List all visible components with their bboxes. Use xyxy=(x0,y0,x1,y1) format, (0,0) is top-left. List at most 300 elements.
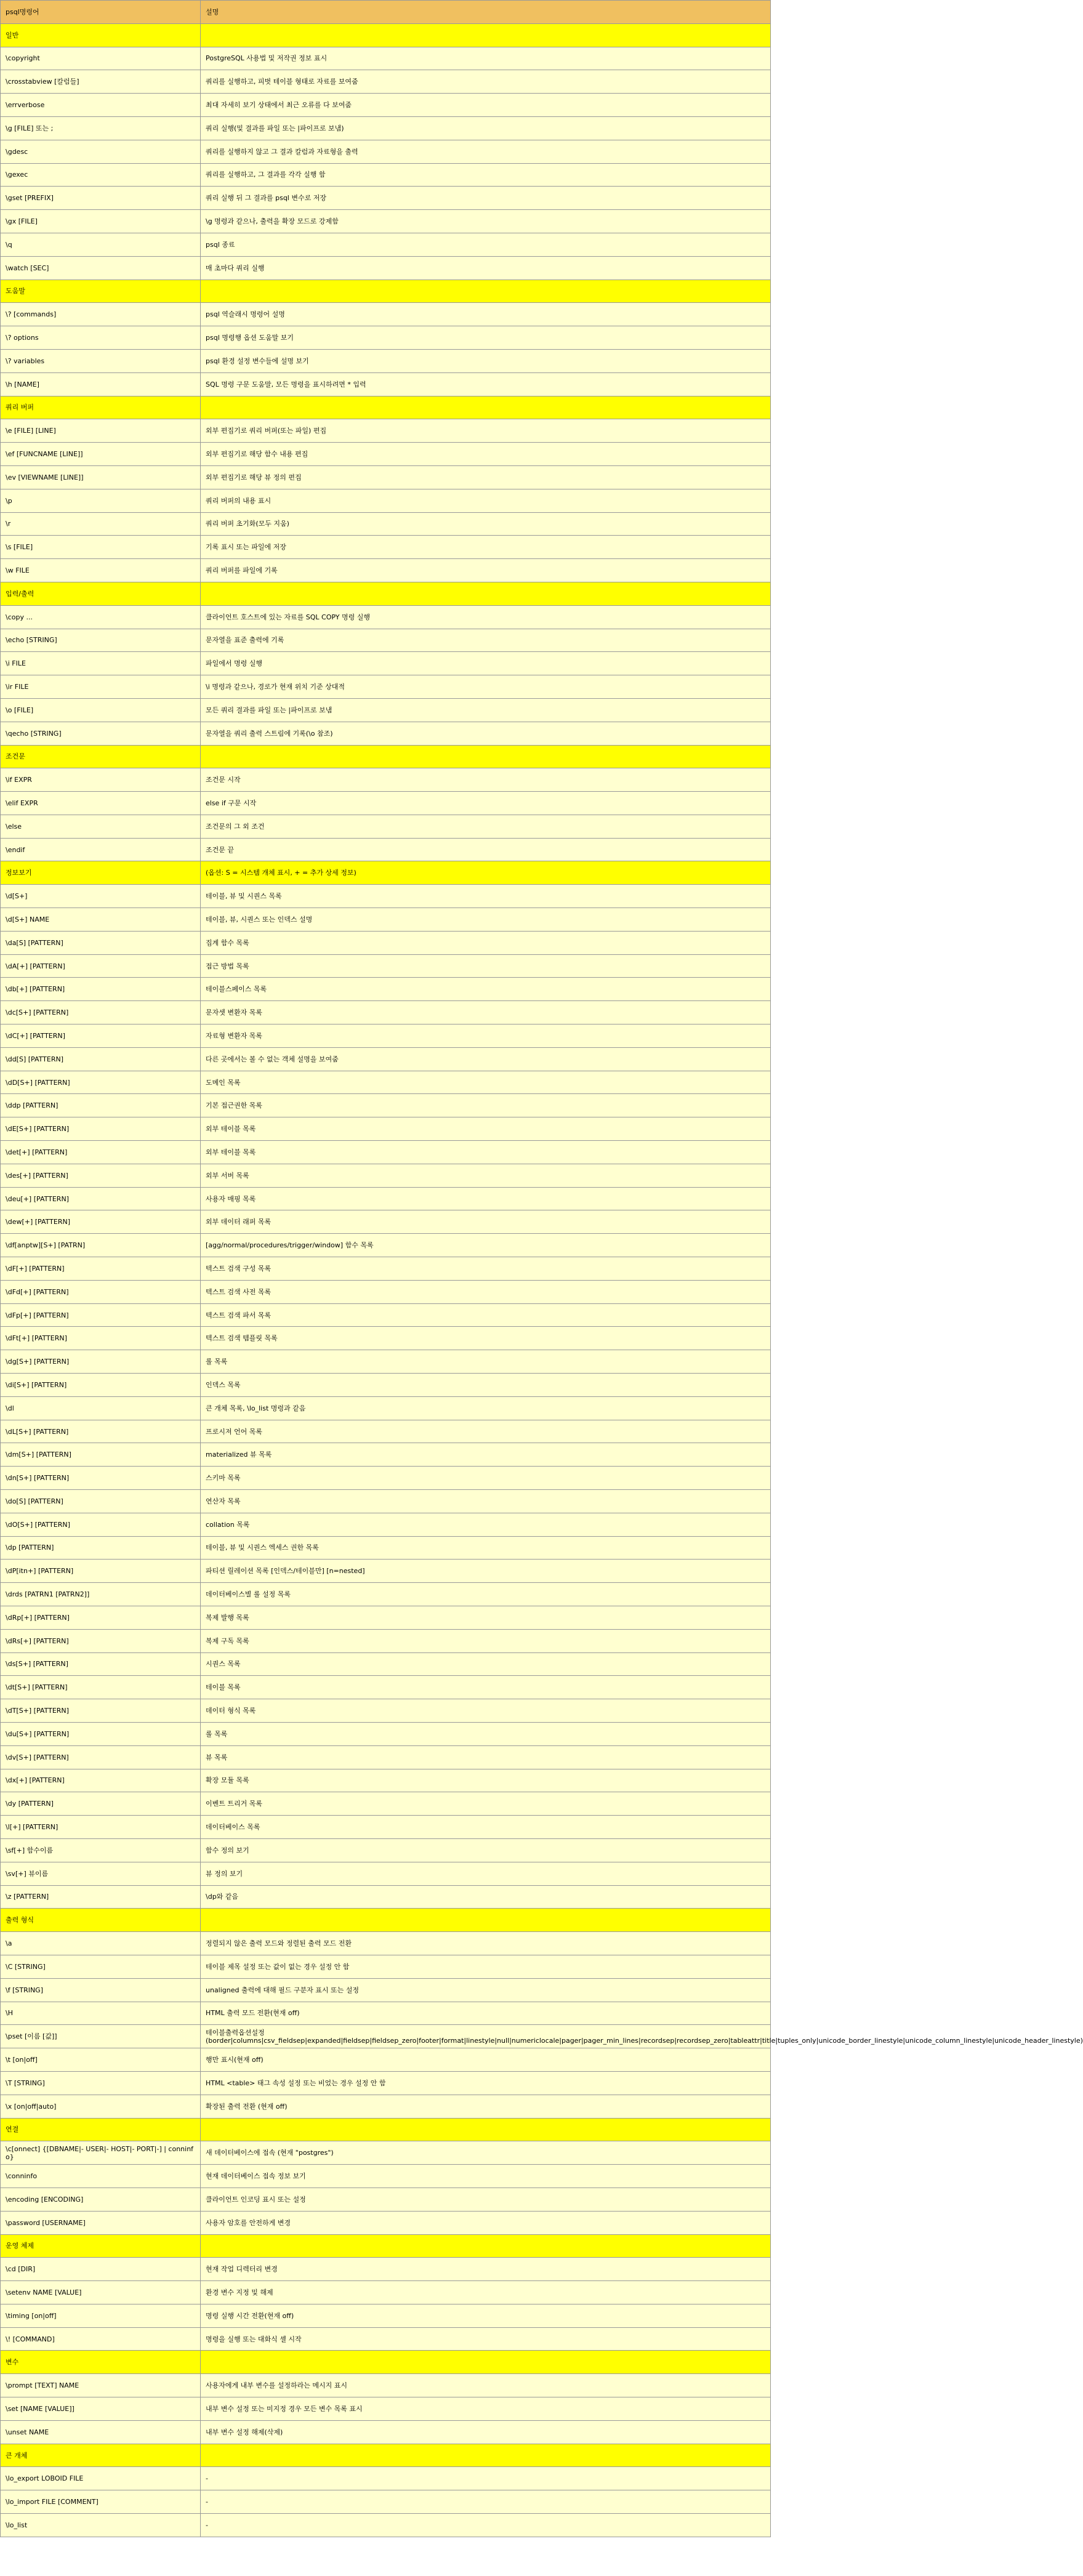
command-cell: \T [STRING] xyxy=(1,2071,201,2095)
description-cell: 기본 접근권한 목록 xyxy=(201,1094,771,1117)
description-cell: - xyxy=(201,2514,771,2537)
command-column-header: psql명령어 xyxy=(1,1,201,24)
table-row xyxy=(1,1280,771,1303)
table-row xyxy=(1,233,771,256)
table-row xyxy=(1,1396,771,1420)
command-cell: \ev [VIEWNAME [LINE]] xyxy=(1,465,201,489)
description-cell: 외부 테이블 목록 xyxy=(201,1117,771,1141)
table-row xyxy=(1,2095,771,2118)
description-cell: 쿼리 버퍼의 내용 표시 xyxy=(201,489,771,512)
description-cell: 파티션 릴레이션 목록 [인덱스/테이블만] [n=nested] xyxy=(201,1560,771,1583)
section-title: 운영 체제 xyxy=(1,2234,201,2258)
command-cell: \x [on|off|auto] xyxy=(1,2095,201,2118)
section-row xyxy=(1,2118,771,2141)
table-row xyxy=(1,116,771,140)
table-row xyxy=(1,2514,771,2537)
command-cell: \copy ... xyxy=(1,605,201,629)
description-cell: unaligned 출력에 대해 필드 구분자 표시 또는 설정 xyxy=(201,1978,771,2002)
command-cell: \dl xyxy=(1,1396,201,1420)
description-cell: 데이터 형식 목록 xyxy=(201,1699,771,1723)
description-cell: SQL 명령 구문 도움말, 모든 명령을 표시하려면 * 입력 xyxy=(201,372,771,396)
description-cell: 외부 서버 목록 xyxy=(201,1164,771,1187)
table-row xyxy=(1,1071,771,1094)
description-cell: 테이블 제목 설정 또는 값이 없는 경우 설정 안 함 xyxy=(201,1955,771,1978)
command-cell: \dA[+] [PATTERN] xyxy=(1,954,201,978)
command-cell: \du[S+] [PATTERN] xyxy=(1,1722,201,1745)
description-cell: \dp와 같음 xyxy=(201,1885,771,1909)
description-cell: 현재 데이터베이스 접속 정보 보기 xyxy=(201,2165,771,2188)
table-row xyxy=(1,768,771,792)
description-cell: 조건문 끝 xyxy=(201,838,771,861)
description-cell: HTML 출력 모드 전환(현재 off) xyxy=(201,2002,771,2025)
command-cell: \? variables xyxy=(1,349,201,372)
command-cell: \z [PATTERN] xyxy=(1,1885,201,1909)
description-text: 테이블출력옵션설정 xyxy=(206,2028,265,2037)
command-cell: \dE[S+] [PATTERN] xyxy=(1,1117,201,1141)
description-cell: 테이블, 뷰 및 시퀀스 엑세스 권한 목록 xyxy=(201,1536,771,1560)
command-cell: \gset [PREFIX] xyxy=(1,187,201,210)
command-cell: \echo [STRING] xyxy=(1,629,201,652)
table-row xyxy=(1,652,771,675)
command-cell: \ir FILE xyxy=(1,675,201,699)
table-row xyxy=(1,489,771,512)
description-cell: 큰 개체 목록, \lo_list 명령과 같음 xyxy=(201,1396,771,1420)
section-row xyxy=(1,2234,771,2258)
table-row xyxy=(1,1722,771,1745)
table-row xyxy=(1,465,771,489)
table-row xyxy=(1,140,771,163)
table-row xyxy=(1,954,771,978)
description-cell xyxy=(201,2025,1083,2048)
description-cell: 테이블, 뷰 및 시퀀스 목록 xyxy=(201,885,771,908)
command-cell: \dm[S+] [PATTERN] xyxy=(1,1443,201,1467)
table-row xyxy=(1,1047,771,1071)
table-row xyxy=(1,1094,771,1117)
command-cell: \cd [DIR] xyxy=(1,2258,201,2281)
table-row xyxy=(1,1816,771,1839)
description-cell: 문자열을 표준 출력에 기록 xyxy=(201,629,771,652)
command-cell: \dv[S+] [PATTERN] xyxy=(1,1745,201,1769)
table-row xyxy=(1,1327,771,1350)
command-cell: \r xyxy=(1,512,201,536)
table-row xyxy=(1,256,771,280)
description-cell: 클라이언트 호스트에 있는 자료를 SQL COPY 명령 실행 xyxy=(201,605,771,629)
command-cell: \e [FILE] [LINE] xyxy=(1,419,201,443)
table-row xyxy=(1,349,771,372)
section-note: (옵션: S = 시스템 개체 표시, + = 추가 상세 정보) xyxy=(201,861,771,885)
command-cell: \prompt [TEXT] NAME xyxy=(1,2374,201,2397)
command-cell: \des[+] [PATTERN] xyxy=(1,1164,201,1187)
table-body xyxy=(1,23,1083,2537)
description-cell: 최대 자세히 보기 상태에서 최근 오류를 다 보여줌 xyxy=(201,94,771,117)
description-cell: 텍스트 검색 템플릿 목록 xyxy=(201,1327,771,1350)
table-row xyxy=(1,372,771,396)
table-row xyxy=(1,1652,771,1676)
table-row xyxy=(1,70,771,94)
command-cell: \dT[S+] [PATTERN] xyxy=(1,1699,201,1723)
description-cell: 쿼리를 실행하고, 피벗 테이블 형태로 자료를 보여줌 xyxy=(201,70,771,94)
command-cell: \dx[+] [PATTERN] xyxy=(1,1769,201,1792)
description-cell: psql 환경 설정 변수들에 설명 보기 xyxy=(201,349,771,372)
table-row xyxy=(1,1629,771,1652)
table-row xyxy=(1,2071,771,2095)
table-row xyxy=(1,1024,771,1048)
command-cell: \C [STRING] xyxy=(1,1955,201,1978)
command-cell: \dF[+] [PATTERN] xyxy=(1,1257,201,1281)
command-cell: \t [on|off] xyxy=(1,2048,201,2072)
section-note xyxy=(201,582,771,605)
description-cell: - xyxy=(201,2467,771,2490)
command-cell: \setenv NAME [VALUE] xyxy=(1,2281,201,2304)
description-cell: 테이블스페이스 목록 xyxy=(201,978,771,1001)
command-cell: \if EXPR xyxy=(1,768,201,792)
command-cell: \dL[S+] [PATTERN] xyxy=(1,1420,201,1443)
description-cell: 데이터베이스별 롤 설정 목록 xyxy=(201,1583,771,1606)
section-row xyxy=(1,861,771,885)
description-cell: 확장된 출력 전환 (현재 off) xyxy=(201,2095,771,2118)
section-note xyxy=(201,23,771,47)
command-cell: \crosstabview [칼럼들] xyxy=(1,70,201,94)
table-row xyxy=(1,187,771,210)
table-row xyxy=(1,2211,771,2234)
description-cell: 복제 구독 목록 xyxy=(201,1629,771,1652)
section-title: 입력/출력 xyxy=(1,582,201,605)
command-cell: \dFp[+] [PATTERN] xyxy=(1,1303,201,1327)
command-cell: \ddp [PATTERN] xyxy=(1,1094,201,1117)
description-cell: 연산자 목록 xyxy=(201,1490,771,1513)
table-row xyxy=(1,163,771,187)
table-row xyxy=(1,2258,771,2281)
section-title: 도움말 xyxy=(1,280,201,303)
section-title: 일반 xyxy=(1,23,201,47)
command-cell: \conninfo xyxy=(1,2165,201,2188)
description-cell: 자료형 변환자 목록 xyxy=(201,1024,771,1048)
description-cell: 사용자 매핑 목록 xyxy=(201,1187,771,1210)
command-cell: \qecho [STRING] xyxy=(1,722,201,745)
table-row xyxy=(1,2420,771,2444)
table-row xyxy=(1,2165,771,2188)
command-cell: \encoding [ENCODING] xyxy=(1,2188,201,2211)
description-cell: 매 초마다 쿼리 실행 xyxy=(201,256,771,280)
table-row xyxy=(1,2188,771,2211)
description-cell: 내부 변수 설정 또는 미지정 경우 모든 변수 목록 표시 xyxy=(201,2397,771,2421)
description-cell: psql 종료 xyxy=(201,233,771,256)
command-cell: \db[+] [PATTERN] xyxy=(1,978,201,1001)
table-row xyxy=(1,722,771,745)
command-cell: \copyright xyxy=(1,47,201,70)
command-cell: \dy [PATTERN] xyxy=(1,1792,201,1816)
description-cell: 현재 작업 디렉터리 변경 xyxy=(201,2258,771,2281)
table-row xyxy=(1,1374,771,1397)
command-cell: \timing [on|off] xyxy=(1,2304,201,2327)
description-cell: 클라이언트 인코딩 표시 또는 설정 xyxy=(201,2188,771,2211)
table-row xyxy=(1,2490,771,2514)
section-note xyxy=(201,2234,771,2258)
command-cell: \unset NAME xyxy=(1,2420,201,2444)
command-cell: \gx [FILE] xyxy=(1,210,201,233)
table-row xyxy=(1,2281,771,2304)
table-row xyxy=(1,2467,771,2490)
table-row xyxy=(1,1862,771,1885)
command-cell: \dn[S+] [PATTERN] xyxy=(1,1467,201,1490)
table-row xyxy=(1,1234,771,1257)
command-cell: \dFd[+] [PATTERN] xyxy=(1,1280,201,1303)
command-cell: \da[S] [PATTERN] xyxy=(1,931,201,954)
table-row xyxy=(1,931,771,954)
table-row xyxy=(1,2002,771,2025)
command-cell: \sf[+] 함수이름 xyxy=(1,1838,201,1862)
section-row xyxy=(1,582,771,605)
table-row xyxy=(1,978,771,1001)
command-cell: \watch [SEC] xyxy=(1,256,201,280)
table-row xyxy=(1,1699,771,1723)
description-cell: 쿼리를 실행하지 않고 그 결과 칼럼과 자료형을 출력 xyxy=(201,140,771,163)
description-cell: 명령 실행 시간 전환(현재 off) xyxy=(201,2304,771,2327)
description-cell: 접근 방법 목록 xyxy=(201,954,771,978)
table-row xyxy=(1,815,771,838)
table-row xyxy=(1,1001,771,1024)
command-cell: \p xyxy=(1,489,201,512)
description-cell: - xyxy=(201,2490,771,2514)
description-cell: 시퀀스 목록 xyxy=(201,1652,771,1676)
command-cell: \lo_import FILE [COMMENT] xyxy=(1,2490,201,2514)
table-row xyxy=(1,698,771,722)
command-cell: \errverbose xyxy=(1,94,201,117)
description-cell: 모든 쿼리 결과를 파일 또는 |파이프로 보냄 xyxy=(201,698,771,722)
section-row xyxy=(1,23,771,47)
section-note xyxy=(201,2351,771,2374)
section-note xyxy=(201,280,771,303)
description-cell: 도메인 목록 xyxy=(201,1071,771,1094)
command-cell: \? [commands] xyxy=(1,303,201,326)
table-row xyxy=(1,1187,771,1210)
table-row xyxy=(1,2048,771,2072)
table-row xyxy=(1,1141,771,1164)
table-row xyxy=(1,1467,771,1490)
description-cell: psql 역슬래시 명령어 설명 xyxy=(201,303,771,326)
description-cell: 외부 테이블 목록 xyxy=(201,1141,771,1164)
description-cell: 텍스트 검색 파서 목록 xyxy=(201,1303,771,1327)
command-cell: \dO[S+] [PATTERN] xyxy=(1,1513,201,1536)
table-row xyxy=(1,303,771,326)
table-row xyxy=(1,512,771,536)
table-row xyxy=(1,2374,771,2397)
description-cell: 문자열을 쿼리 출력 스트림에 기록(\o 참조) xyxy=(201,722,771,745)
command-cell: \set [NAME [VALUE]] xyxy=(1,2397,201,2421)
command-cell: \det[+] [PATTERN] xyxy=(1,1141,201,1164)
description-cell: 외부 편집기로 해당 뷰 정의 편집 xyxy=(201,465,771,489)
command-cell: \dew[+] [PATTERN] xyxy=(1,1210,201,1234)
description-cell: 외부 편집기로 쿼리 버퍼(또는 파일) 편집 xyxy=(201,419,771,443)
table-row xyxy=(1,1257,771,1281)
table-row xyxy=(1,1676,771,1699)
command-cell: \dC[+] [PATTERN] xyxy=(1,1024,201,1048)
description-cell: collation 목록 xyxy=(201,1513,771,1536)
table-row xyxy=(1,1536,771,1560)
section-note xyxy=(201,2444,771,2467)
table-row xyxy=(1,1303,771,1327)
table-row xyxy=(1,210,771,233)
description-cell: [agg/normal/procedures/trigger/window] 함수 목록 xyxy=(201,1234,771,1257)
table-row xyxy=(1,1606,771,1629)
command-cell: \dP[itn+] [PATTERN] xyxy=(1,1560,201,1583)
table-row xyxy=(1,443,771,466)
section-title: 정보보기 xyxy=(1,861,201,885)
description-cell: PostgreSQL 사용법 및 저작권 정보 표시 xyxy=(201,47,771,70)
command-cell: \H xyxy=(1,2002,201,2025)
description-cell: 쿼리 버퍼 초기화(모두 지움) xyxy=(201,512,771,536)
table-row xyxy=(1,536,771,559)
command-cell: \d[S+] xyxy=(1,885,201,908)
section-row xyxy=(1,2444,771,2467)
description-cell: 다른 곳에서는 볼 수 없는 객체 설명을 보여줌 xyxy=(201,1047,771,1071)
description-cell: else if 구문 시작 xyxy=(201,792,771,815)
command-cell: \c[onnect] {[DBNAME|- USER|- HOST|- PORT|-] | conninfo} xyxy=(1,2141,201,2165)
description-cell: 사용자 암호를 안전하게 변경 xyxy=(201,2211,771,2234)
table-row xyxy=(1,1420,771,1443)
command-cell: \g [FILE] 또는 ; xyxy=(1,116,201,140)
description-cell: 테이블, 뷰, 시퀀스 또는 인덱스 설명 xyxy=(201,908,771,932)
section-title: 쿼리 버퍼 xyxy=(1,396,201,419)
table-row xyxy=(1,419,771,443)
command-cell: \elif EXPR xyxy=(1,792,201,815)
command-cell: \endif xyxy=(1,838,201,861)
command-cell: \dt[S+] [PATTERN] xyxy=(1,1676,201,1699)
command-cell: \di[S+] [PATTERN] xyxy=(1,1374,201,1397)
command-cell: \lo_list xyxy=(1,2514,201,2537)
section-note xyxy=(201,396,771,419)
description-cell: 테이블 목록 xyxy=(201,1676,771,1699)
description-cell: 집계 함수 목록 xyxy=(201,931,771,954)
table-row xyxy=(1,47,771,70)
section-title: 변수 xyxy=(1,2351,201,2374)
table-row xyxy=(1,1490,771,1513)
command-cell: \lo_export LOBOID FILE xyxy=(1,2467,201,2490)
table-header-row xyxy=(1,1,771,24)
command-cell: \dg[S+] [PATTERN] xyxy=(1,1350,201,1374)
description-cell: 기록 표시 또는 파일에 저장 xyxy=(201,536,771,559)
table-row xyxy=(1,1210,771,1234)
table-row xyxy=(1,908,771,932)
description-cell: materialized 뷰 목록 xyxy=(201,1443,771,1467)
description-column-header: 설명 xyxy=(201,1,771,24)
command-cell: \drds [PATRN1 [PATRN2]] xyxy=(1,1583,201,1606)
table-row xyxy=(1,1583,771,1606)
table-row xyxy=(1,1792,771,1816)
description-cell: 파일에서 명령 실행 xyxy=(201,652,771,675)
description-cell: 이벤트 트리거 목록 xyxy=(201,1792,771,1816)
description-cell: 스키마 목록 xyxy=(201,1467,771,1490)
command-cell: \d[S+] NAME xyxy=(1,908,201,932)
description-cell: 쿼리 실행 뒤 그 결과를 psql 변수로 저장 xyxy=(201,187,771,210)
section-row xyxy=(1,1909,771,1932)
description-cell: 조건문 시작 xyxy=(201,768,771,792)
command-cell: \q xyxy=(1,233,201,256)
command-cell: \password [USERNAME] xyxy=(1,2211,201,2234)
command-cell: \ds[S+] [PATTERN] xyxy=(1,1652,201,1676)
section-row xyxy=(1,396,771,419)
section-title: 출력 형식 xyxy=(1,1909,201,1932)
table-row xyxy=(1,1443,771,1467)
description-cell: 외부 편집기로 해당 함수 내용 편집 xyxy=(201,443,771,466)
section-row xyxy=(1,745,771,768)
table-row xyxy=(1,2141,771,2165)
table-row xyxy=(1,94,771,117)
command-cell: \dD[S+] [PATTERN] xyxy=(1,1071,201,1094)
table-row xyxy=(1,2397,771,2421)
table-row xyxy=(1,2304,771,2327)
command-cell: \a xyxy=(1,1932,201,1955)
description-cell: 텍스트 검색 구성 목록 xyxy=(201,1257,771,1281)
command-cell: \f [STRING] xyxy=(1,1978,201,2002)
description-cell: 뷰 정의 보기 xyxy=(201,1862,771,1885)
description-cell: 사용자에게 내부 변수를 설정하라는 메시지 표시 xyxy=(201,2374,771,2397)
table-row xyxy=(1,1745,771,1769)
description-cell: 프로시져 언어 목록 xyxy=(201,1420,771,1443)
command-cell: \l[+] [PATTERN] xyxy=(1,1816,201,1839)
command-cell: \dd[S] [PATTERN] xyxy=(1,1047,201,1071)
description-cell: HTML <table> 태그 속성 설정 또는 비었는 경우 설정 안 함 xyxy=(201,2071,771,2095)
table-row xyxy=(1,629,771,652)
command-cell: \dRs[+] [PATTERN] xyxy=(1,1629,201,1652)
table-row xyxy=(1,1350,771,1374)
description-cell: 새 데이터베이스에 접속 (현재 "postgres") xyxy=(201,2141,771,2165)
command-cell: \pset [이름 [값]] xyxy=(1,2025,201,2048)
description-cell: 쿼리 실행(및 결과를 파일 또는 |파이프로 보냄) xyxy=(201,116,771,140)
description-cell: 정렬되지 않은 출력 모드와 정렬된 출력 모드 전환 xyxy=(201,1932,771,1955)
command-cell: \dp [PATTERN] xyxy=(1,1536,201,1560)
table-row xyxy=(1,326,771,350)
table-row xyxy=(1,1513,771,1536)
section-note xyxy=(201,745,771,768)
command-cell: \h [NAME] xyxy=(1,372,201,396)
section-title: 연결 xyxy=(1,2118,201,2141)
command-cell: \do[S] [PATTERN] xyxy=(1,1490,201,1513)
table-row xyxy=(1,1955,771,1978)
command-cell: \sv[+] 뷰이름 xyxy=(1,1862,201,1885)
description-cell: 쿼리 버퍼를 파일에 기록 xyxy=(201,559,771,582)
description-cell: 롤 목록 xyxy=(201,1722,771,1745)
section-row xyxy=(1,2351,771,2374)
description-cell: 쿼리를 실행하고, 그 결과를 각각 실행 함 xyxy=(201,163,771,187)
command-cell: \df[anptw][S+] [PATRN] xyxy=(1,1234,201,1257)
command-cell: \i FILE xyxy=(1,652,201,675)
table-row xyxy=(1,792,771,815)
description-cell: 뷰 목록 xyxy=(201,1745,771,1769)
section-title: 조건문 xyxy=(1,745,201,768)
description-cell: 확장 모듈 목록 xyxy=(201,1769,771,1792)
table-row xyxy=(1,838,771,861)
description-cell: 행만 표시(현재 off) xyxy=(201,2048,771,2072)
command-cell: \w FILE xyxy=(1,559,201,582)
command-cell: \gexec xyxy=(1,163,201,187)
description-extra-text: (border|columns|csv_fieldsep|expanded|fieldsep|fieldsep_zero|footer|format|linestyle|null|numericlocale|pager|pager_min_lines|recordsep|recordsep_zero|tableattr|title|tuples_only|unicode_border_linestyle|unicode_column_linestyle|unicode_header_linestyle) xyxy=(206,2036,1083,2045)
command-cell: \? options xyxy=(1,326,201,350)
section-note xyxy=(201,1909,771,1932)
command-cell: \dRp[+] [PATTERN] xyxy=(1,1606,201,1629)
description-cell: 텍스트 검색 사전 목록 xyxy=(201,1280,771,1303)
command-cell: \deu[+] [PATTERN] xyxy=(1,1187,201,1210)
table-row xyxy=(1,2327,771,2351)
table-row xyxy=(1,1838,771,1862)
description-cell: psql 명령행 옵션 도움말 보기 xyxy=(201,326,771,350)
command-cell: \s [FILE] xyxy=(1,536,201,559)
command-cell: \ef [FUNCNAME [LINE]] xyxy=(1,443,201,466)
section-row xyxy=(1,280,771,303)
table-row xyxy=(1,1932,771,1955)
table-row xyxy=(1,1164,771,1187)
section-title: 큰 개체 xyxy=(1,2444,201,2467)
